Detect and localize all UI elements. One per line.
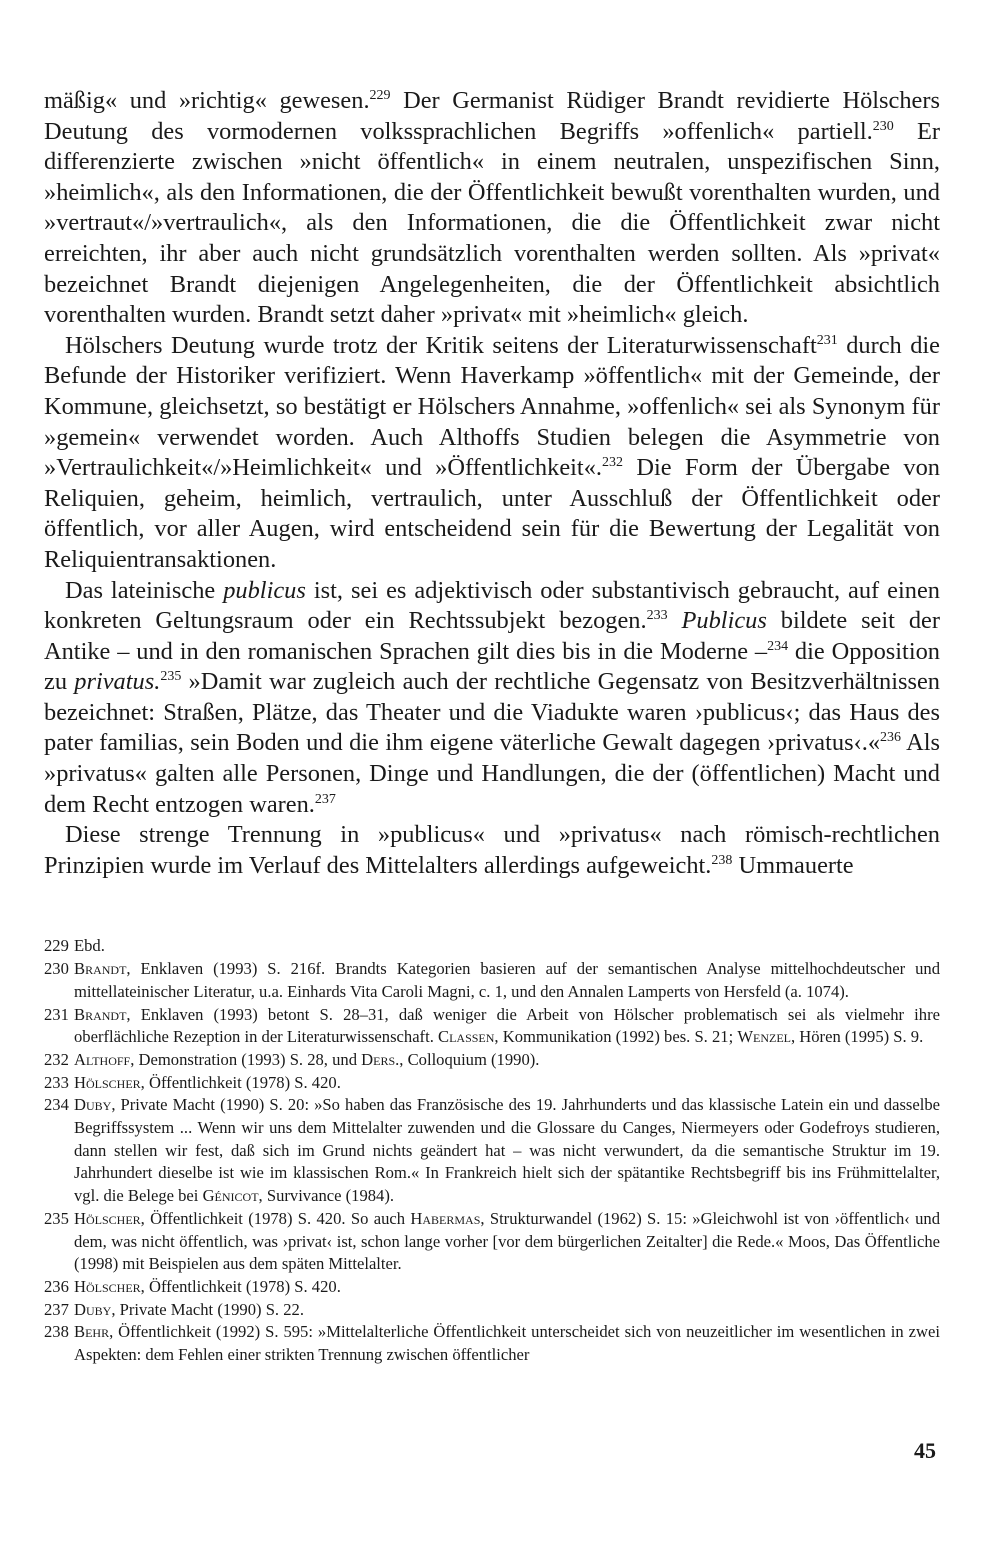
footnote-reference: 231 <box>816 332 838 348</box>
author-name: Hölscher <box>74 1072 141 1092</box>
footnote-reference: 238 <box>711 852 733 868</box>
paragraph <box>44 86 940 331</box>
paragraph <box>44 576 940 821</box>
author-name: Brandt <box>74 959 127 979</box>
footnote-reference: 232 <box>602 455 623 470</box>
footnote-number: 234 <box>44 1095 69 1115</box>
paragraph <box>44 820 940 881</box>
text-run: , Kommunikation (1992) bes. S. 21; <box>494 1027 738 1047</box>
text-run: , Private Macht (1990) S. 22. <box>111 1299 304 1319</box>
text-run <box>668 607 682 634</box>
italic-term: publicus <box>223 576 306 604</box>
footnote-number: 237 <box>44 1299 69 1319</box>
author-name: Duby <box>74 1095 112 1115</box>
text-run: , Private Macht (1990) S. 20: »So haben das Französische des 19. Jahrhunderts und das klassische Latein ein und dasselbe Begriffssystem ... Wenn wir uns dem Mittelalter zuwenden und die Glossare du Canges, Niermeyers oder Godefroys studieren, dann stellen wir fest, daß sich im Grund nichts geändert hat – was nicht verwundert, da die semantische Struktur im 19. Jahrhundert dieselbe ist wie im klassischen Rom.« In Frankreich hielt sich der spätantike Rechtsbegriff bis ins Frühmittelalter, vgl. die Belege bei <box>74 1095 940 1206</box>
text-run: , Öffentlichkeit (1978) S. 420. <box>140 1276 341 1296</box>
footnote <box>44 1321 940 1366</box>
text-run: Als »privatus« galten alle Personen, Dinge und Handlungen, die der (öffentlichen) Macht und dem Recht entzogen waren. <box>44 729 940 818</box>
page-number: 45 <box>914 1438 936 1463</box>
footnote <box>44 1072 940 1095</box>
text-run: , Enklaven (1993) S. 216f. Brandts Kategorien basieren auf der semantischen Analyse mittelhochdeutscher und mittellateinischer Literatur, u.a. Einhards Vita Caroli Magni, c. 1, und den Annalen Lamperts von Hersfeld (a. 1074). <box>74 959 940 1001</box>
footnotes <box>44 935 940 1366</box>
text-run: , Hören (1995) S. 9. <box>790 1027 924 1047</box>
text-run: Er differenzierte zwischen »nicht öffentlich« in einem neutralen, unspezifischen Sinn, »heimlich«, als den Informationen, die der Öffentlichkeit bewußt vorenthalten wurden, und »vertraut«/»vertraulich«, als den Informationen, die die Öffentlichkeit zwar nicht erreichten, ihr aber auch nicht grundsätzlich vorenthalten werden sollten. Als »privat« bezeichnet Brandt diejenigen Angelegenheiten, die der Öffentlichkeit absichtlich vorenthalten wurden. Brandt setzt daher »privat« mit »heimlich« gleich. <box>44 117 940 329</box>
author-name: Wenzel <box>737 1027 791 1047</box>
author-name: Hölscher <box>74 1208 141 1228</box>
footnote <box>44 1049 940 1072</box>
text-run: durch die Befunde der Historiker verifiziert. Wenn Haverkamp »öffentlich« mit der Gemeinde, der Kommune, gleichsetzt, so bestätigt er Hölschers Annahme, »offenlich« sei als Synonym für »gemein« verwendet worden. Auch Althoffs Studien belegen die Asymmetrie von »Vertraulichkeit«/»Heimlichkeit« und »Öffentlichkeit«. <box>44 331 940 482</box>
footnote-number: 231 <box>44 1004 69 1024</box>
main-text <box>44 86 940 881</box>
text-run: »Damit war zugleich auch der rechtliche Gegensatz von Besitzverhältnissen bezeichnet: Straßen, Plätze, das Theater und die Viadukte waren ›publicus‹; das Haus des pater familias, sein Boden und die ihm eigene väterliche Gewalt dagegen ›privatus‹.« <box>44 668 940 757</box>
footnote-reference: 233 <box>646 607 668 623</box>
author-name: Althoff <box>74 1049 131 1069</box>
italic-term: Publicus <box>681 607 767 635</box>
text-run: Ebd. <box>74 936 105 956</box>
text-run: mäßig« und »richtig« gewesen. <box>44 87 370 114</box>
text-run: , Demonstration (1993) S. 28, und <box>130 1049 362 1069</box>
footnote <box>44 958 940 1003</box>
author-name: Duby <box>74 1299 112 1319</box>
footnote <box>44 1208 940 1276</box>
text-run: Ummauerte <box>732 851 854 879</box>
text-run: , Strukturwandel (1962) S. 15: »Gleichwohl ist von ›öffentlich‹ und dem, was nicht öffentlich, was ›privat‹ ist, schon lange vorher [vor dem bürgerlichen Zeitalter] die Rede.« Moos, Das Öffentliche (1998) mit Beispielen aus dem späten Mittelalter. <box>74 1208 941 1274</box>
footnote-number: 230 <box>44 959 69 979</box>
text-run: , Öffentlichkeit (1992) S. 595: »Mittelalterliche Öffentlichkeit unterscheidet sich von neuzeitlicher im wesentlichen in zwei Aspekten: dem Fehlen einer strikten Trennung zwischen öffentlicher <box>74 1322 940 1365</box>
text-run: die Opposition zu <box>44 637 940 696</box>
footnote-number: 236 <box>44 1276 69 1296</box>
text-run: bildete seit der Antike – und in den romanischen Sprachen gilt dies bis in die Moderne – <box>44 607 940 665</box>
footnote <box>44 935 940 958</box>
text-run: Das lateinische <box>65 576 224 604</box>
footnote-reference: 229 <box>369 87 391 103</box>
page <box>44 86 940 1367</box>
text-run: Der Germanist Rüdiger Brandt revidierte Hölschers Deutung des vormodernen volkssprachlichen Begriffs »offenlich« partiell. <box>44 87 940 145</box>
author-name: Habermas <box>410 1208 481 1228</box>
author-name: Behr <box>74 1322 110 1342</box>
footnote-reference: 236 <box>880 730 902 746</box>
text-run: , Colloquium (1990). <box>399 1049 540 1069</box>
italic-term: privatus. <box>74 668 161 696</box>
footnote <box>44 1094 940 1208</box>
author-name: Classen <box>438 1027 495 1047</box>
text-run: , Enklaven (1993) betont S. 28–31, daß weniger die Arbeit von Hölscher problematisch sei als vielmehr ihre oberflächliche Rezeption in der Literaturwissenschaft. <box>74 1004 940 1047</box>
footnote-reference: 237 <box>314 791 336 807</box>
author-name: Brandt <box>74 1004 127 1024</box>
text-run: , Öffentlichkeit (1978) S. 420. So auch <box>140 1208 411 1228</box>
footnote-number: 238 <box>44 1322 69 1342</box>
footnote <box>44 1276 940 1299</box>
author-name: Génicot <box>202 1186 259 1206</box>
footnote <box>44 1004 940 1049</box>
footnote-reference: 230 <box>872 118 894 134</box>
text-run: , Öffentlichkeit (1978) S. 420. <box>140 1072 341 1092</box>
footnote-reference: 234 <box>767 638 789 654</box>
text-run: ist, sei es adjektivisch oder substantivisch gebraucht, auf einen konkreten Geltungsraum oder ein Rechtssubjekt bezogen. <box>44 576 940 635</box>
text-run: Die Form der Übergabe von Reliquien, geheim, heimlich, vertraulich, unter Ausschluß der Öffentlichkeit oder öffentlich, vor aller Augen, wird entscheidend sein für die Bewertung der Legalität von Reliquientransaktionen. <box>44 454 940 573</box>
author-name: Hölscher <box>74 1276 141 1296</box>
footnote-number: 235 <box>44 1208 69 1228</box>
author-name: Ders. <box>361 1049 400 1069</box>
footnote-number: 233 <box>44 1072 69 1092</box>
footnote <box>44 1299 940 1322</box>
text-run: Hölschers Deutung wurde trotz der Kritik seitens der Literaturwissenschaft <box>65 331 817 359</box>
text-run: , Survivance (1984). <box>258 1186 395 1206</box>
footnote-reference: 235 <box>160 669 182 685</box>
footnote-number: 232 <box>44 1049 69 1069</box>
text-run: Diese strenge Trennung in »publicus« und »privatus« nach römisch-rechtlichen Prinzipien wurde im Verlauf des Mittelalters allerdings aufgeweicht. <box>44 821 940 879</box>
paragraph <box>44 331 940 576</box>
footnote-number: 229 <box>44 936 69 956</box>
